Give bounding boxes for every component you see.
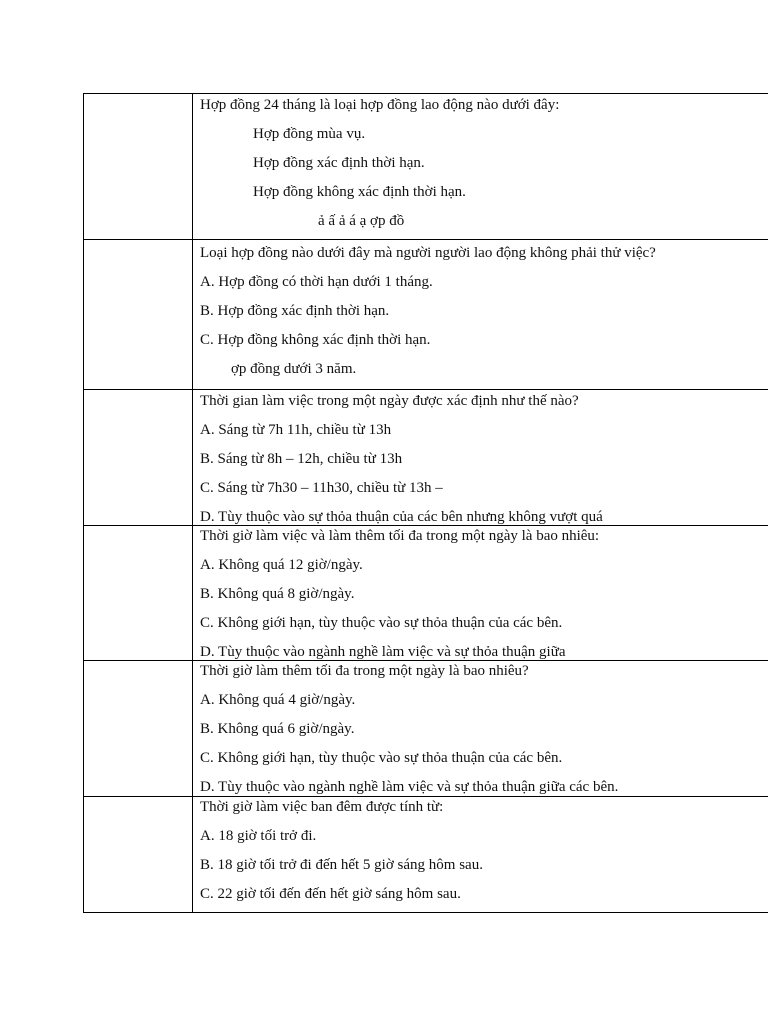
answer-option: A. Hợp đồng có thời hạn dưới 1 tháng. [200, 274, 433, 290]
answer-option: B. Sáng từ 8h – 12h, chiều từ 13h [200, 451, 403, 467]
table-row [84, 661, 768, 797]
answer-option: ợp đồng dưới 3 năm. [231, 361, 357, 377]
answer-option: ả ấ ả á ạ ợp đồ [318, 213, 405, 229]
question-text: Loại hợp đồng nào dưới đây mà người người lao động không phải thử việc? [200, 245, 656, 261]
question-cell [193, 390, 768, 526]
question-number-cell [84, 390, 193, 526]
table-row [84, 94, 768, 240]
question-text: Thời giờ làm thêm tối đa trong một ngày là bao nhiêu? [200, 663, 529, 679]
table-row [84, 797, 768, 913]
question-text: Thời giờ làm việc ban đêm được tính từ: [200, 799, 444, 815]
question-cell [193, 240, 768, 390]
answer-option: C. 22 giờ tối đến đến hết giờ sáng hôm sau. [200, 886, 461, 902]
answer-option: C. Hợp đồng không xác định thời hạn. [200, 332, 431, 348]
answer-option: C. Sáng từ 7h30 – 11h30, chiều từ 13h – [200, 480, 443, 496]
answer-option: A. Không quá 4 giờ/ngày. [200, 692, 356, 708]
question-number-cell [84, 526, 193, 661]
answer-option: B. Hợp đồng xác định thời hạn. [200, 303, 390, 319]
question-number-cell [84, 797, 193, 913]
answer-option: C. Không giới hạn, tùy thuộc vào sự thỏa thuận của các bên. [200, 750, 563, 766]
answer-option: D. Tùy thuộc vào sự thỏa thuận của các bên nhưng không vượt quá [200, 509, 603, 525]
table-row [84, 390, 768, 526]
table-row [84, 526, 768, 661]
quiz-table [83, 93, 768, 913]
answer-option: Hợp đồng xác định thời hạn. [253, 155, 425, 171]
question-cell [193, 526, 768, 661]
answer-option: A. Không quá 12 giờ/ngày. [200, 557, 363, 573]
question-cell [193, 797, 768, 913]
answer-option: Hợp đồng không xác định thời hạn. [253, 184, 466, 200]
question-number-cell [84, 94, 193, 240]
table-row [84, 240, 768, 390]
answer-option: C. Không giới hạn, tùy thuộc vào sự thỏa thuận của các bên. [200, 615, 563, 631]
question-text: Hợp đồng 24 tháng là loại hợp đồng lao động nào dưới đây: [200, 97, 560, 113]
answer-option: B. 18 giờ tối trở đi đến hết 5 giờ sáng hôm sau. [200, 857, 483, 873]
answer-option: D. Tùy thuộc vào ngành nghề làm việc và sự thỏa thuận giữa [200, 644, 566, 660]
question-cell [193, 94, 768, 240]
answer-option: B. Không quá 6 giờ/ngày. [200, 721, 355, 737]
answer-option: B. Không quá 8 giờ/ngày. [200, 586, 355, 602]
answer-option: Hợp đồng mùa vụ. [253, 126, 366, 142]
question-text: Thời giờ làm việc và làm thêm tối đa trong một ngày là bao nhiêu: [200, 528, 600, 544]
question-number-cell [84, 661, 193, 797]
answer-option: D. Tùy thuộc vào ngành nghề làm việc và sự thỏa thuận giữa các bên. [200, 779, 619, 795]
answer-option: A. Sáng từ 7h 11h, chiều từ 13h [200, 422, 392, 438]
answer-option: A. 18 giờ tối trở đi. [200, 828, 317, 844]
question-text: Thời gian làm việc trong một ngày được xác định như thế nào? [200, 393, 579, 409]
question-cell [193, 661, 768, 797]
question-number-cell [84, 240, 193, 390]
